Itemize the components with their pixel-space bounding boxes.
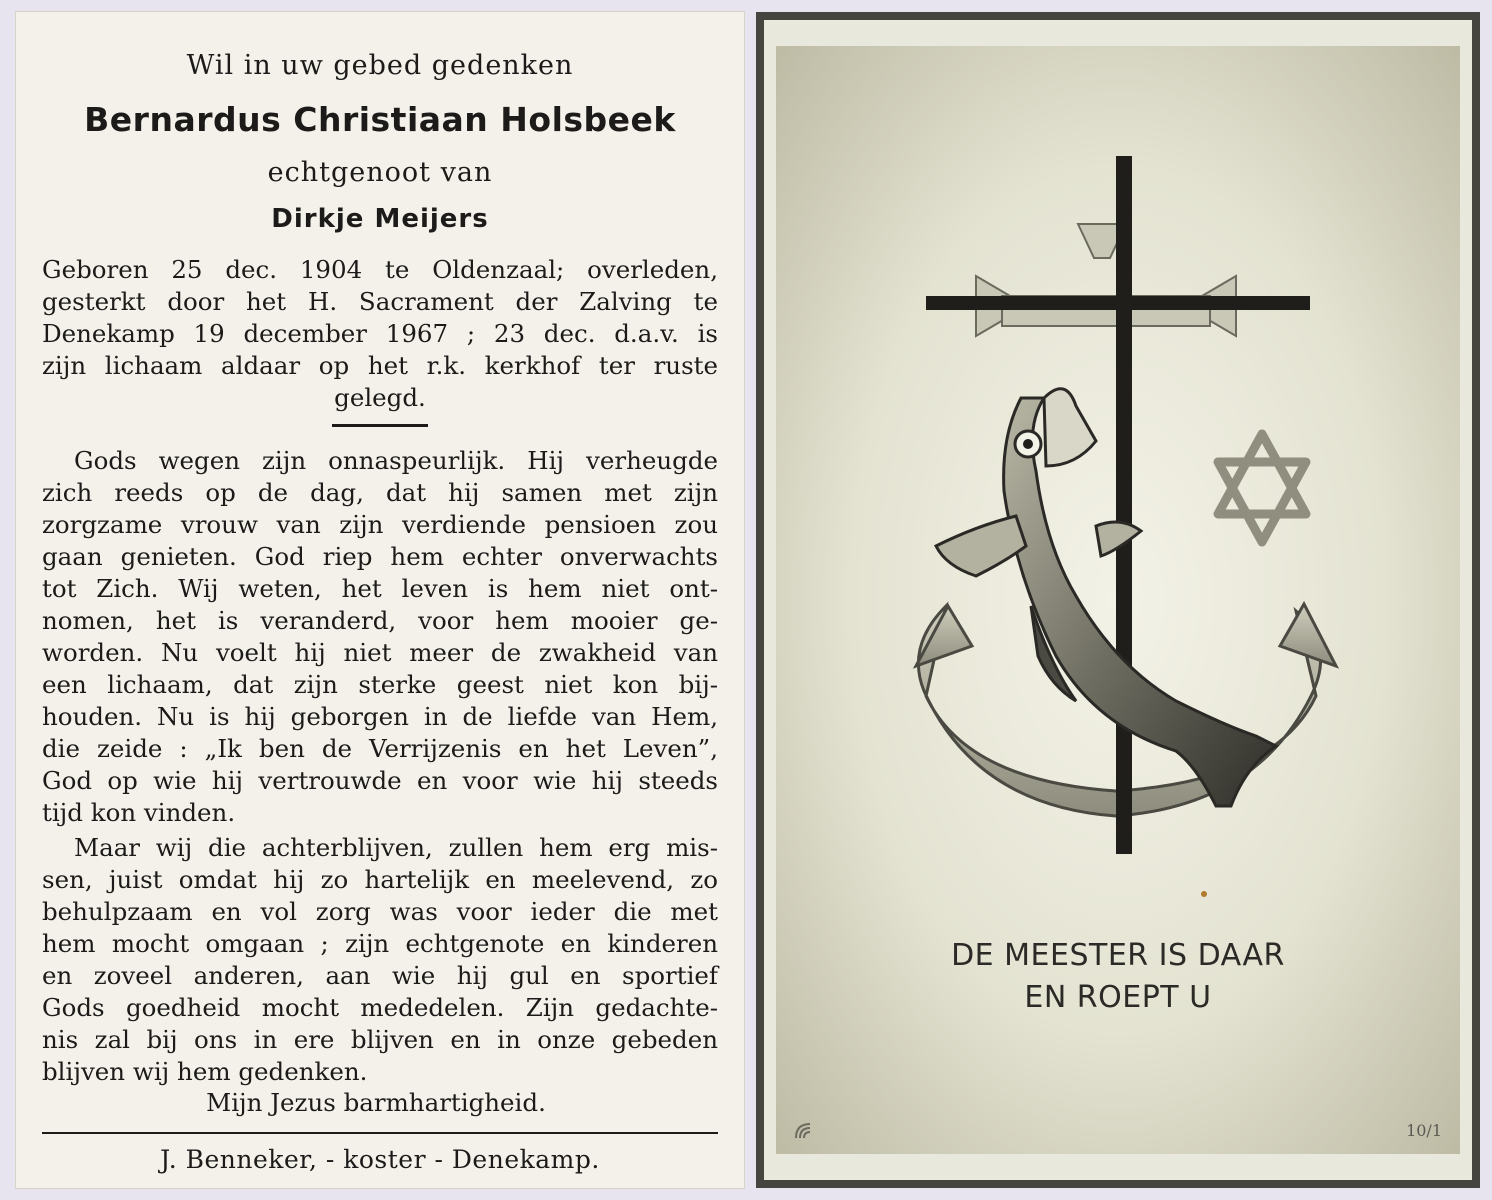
intro-line: Wil in uw gebed gedenken: [186, 50, 574, 81]
paragraph-line: Gods goedheid mocht mededelen. Zijn gedachte-: [42, 993, 718, 1022]
motto-line-1: DE MEESTER IS DAAR: [951, 938, 1285, 973]
paragraph-line: Maar wij die achterblijven, zullen hem erg mis-: [74, 833, 718, 862]
devotional-image-card: [756, 12, 1480, 1188]
paragraph-line: en zoveel anderen, aan wie hij gul en sportief: [42, 961, 718, 990]
publisher-logo-icon: [792, 1118, 816, 1142]
card-number: 10/1: [1406, 1121, 1442, 1140]
paragraph-line: die zeide : „Ik ben de Verrijzenis en het Leven”,: [42, 734, 718, 763]
biography-line: gesterkt door het H. Sacrament der Zalving te: [42, 287, 718, 316]
paragraph-line: behulpzaam en vol zorg was voor ieder die met: [42, 897, 718, 926]
biography-line: gelegd.: [334, 383, 426, 412]
deceased-name: Bernardus Christiaan Holsbeek: [84, 100, 676, 139]
paragraph-line: zich reeds op de dag, dat hij samen met zijn: [42, 478, 718, 507]
paragraph-line: zorgzame vrouw van zijn verdiende pensioen zou: [42, 510, 718, 539]
spouse-intro: echtgenoot van: [267, 157, 493, 188]
fish: [936, 389, 1276, 806]
paragraph-line: blijven wij hem gedenken.: [42, 1057, 368, 1086]
paragraph-line: een lichaam, dat zijn sterke geest niet kon bij-: [42, 670, 718, 699]
motto-line-2: EN ROEPT U: [1024, 980, 1212, 1015]
paragraph-line: nis zal bij ons in ere blijven en in onze gebeden: [42, 1025, 718, 1054]
closing-prayer: Mijn Jezus barmhartigheid.: [206, 1088, 546, 1117]
paragraph-line: gaan genieten. God riep hem echter onverwachts: [42, 542, 718, 571]
star-icon: [1218, 434, 1306, 542]
biography-line: zijn lichaam aldaar op het r.k. kerkhof ter ruste: [42, 351, 718, 380]
memorial-text-card: [16, 12, 744, 1188]
printer-credit: J. Benneker, - koster - Denekamp.: [160, 1145, 600, 1174]
paragraph-line: Gods wegen zijn onnaspeurlijk. Hij verheugde: [74, 446, 718, 475]
footer-divider: [42, 1132, 718, 1134]
paragraph-line: tot Zich. Wij weten, het leven is hem niet ont-: [42, 574, 718, 603]
paragraph-line: hem mocht omgaan ; zijn echtgenote en kinderen: [42, 929, 718, 958]
section-divider: [332, 424, 428, 427]
paragraph-line: worden. Nu voelt hij niet meer de zwakheid van: [42, 638, 718, 667]
biography-line: Geboren 25 dec. 1904 te Oldenzaal; overleden,: [42, 255, 718, 284]
paragraph-line: houden. Nu is hij geborgen in de liefde van Hem,: [42, 702, 718, 731]
biography-line: Denekamp 19 december 1967 ; 23 dec. d.a.v. is: [42, 319, 718, 348]
patee-cross: [976, 224, 1236, 336]
card-border: [764, 20, 1472, 1180]
paragraph-line: God op wie hij vertrouwde en voor wie hij steeds: [42, 766, 718, 795]
paragraph-line: sen, juist omdat hij zo hartelijk en meelevend, zo: [42, 865, 718, 894]
card-artwork: [776, 46, 1460, 1154]
paragraph-line: nomen, het is veranderd, voor hem mooier ge-: [42, 606, 718, 635]
spouse-name: Dirkje Meijers: [271, 204, 489, 234]
speck: [1201, 891, 1207, 897]
paragraph-line: tijd kon vinden.: [42, 798, 236, 827]
fish-pupil: [1023, 439, 1033, 449]
